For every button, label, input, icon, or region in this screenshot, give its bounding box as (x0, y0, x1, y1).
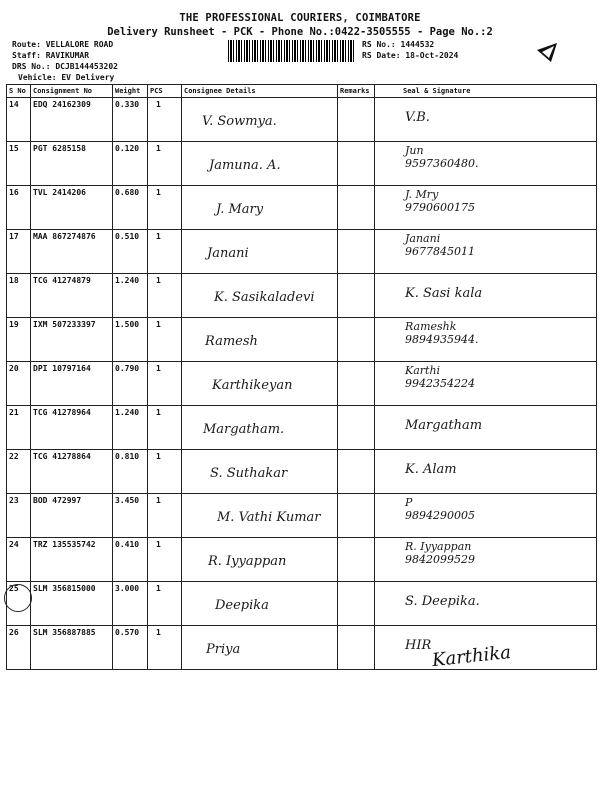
cell-consignment-no: TCG 41278864 (31, 450, 113, 494)
cell-pcs: 1 (148, 98, 182, 142)
consignee-handwriting: Janani (207, 246, 249, 261)
consignee-handwriting: V. Sowmya. (202, 114, 277, 129)
cell-consignee (182, 230, 338, 274)
cell-pcs: 1 (148, 626, 182, 670)
cell-weight: 0.510 (113, 230, 148, 274)
cell-consignment-no: SLM 356887885 (31, 626, 113, 670)
runsheet-subtitle: Delivery Runsheet - PCK - Phone No.:0422-3505555 - Page No.:2 (107, 26, 493, 38)
cell-pcs: 1 (148, 450, 182, 494)
cell-remarks (338, 142, 375, 186)
consignee-handwriting: Priya (206, 642, 241, 657)
cell-consignee (182, 582, 338, 626)
cell-consignee (182, 538, 338, 582)
cell-remarks (338, 582, 375, 626)
consignee-handwriting: Deepika (215, 598, 269, 613)
cell-consignee (182, 626, 338, 670)
cell-weight: 0.790 (113, 362, 148, 406)
cell-consignee (182, 142, 338, 186)
signature-handwriting: S. Deepika. (405, 594, 480, 609)
phone-handwriting: 9597360480. (405, 157, 479, 170)
table-row (7, 494, 597, 538)
signature-handwriting: Rameshk (405, 320, 457, 333)
col-header-sno: S No (7, 85, 31, 98)
cell-remarks (338, 538, 375, 582)
consignee-handwriting: Ramesh (205, 334, 258, 349)
cell-sno: 25 (7, 582, 31, 626)
phone-handwriting: 9790600175 (405, 201, 475, 214)
cell-seal-signature (375, 230, 597, 274)
cell-consignment-no: TCG 41274879 (31, 274, 113, 318)
vehicle-label: Vehicle: EV Delivery (18, 73, 115, 82)
cell-seal-signature (375, 274, 597, 318)
cell-remarks (338, 318, 375, 362)
phone-handwriting: 9894935944. (405, 333, 479, 346)
consignee-handwriting: S. Suthakar (210, 466, 288, 481)
table-row (7, 538, 597, 582)
cell-consignment-no: IXM 507233397 (31, 318, 113, 362)
signature-handwriting: V.B. (405, 110, 430, 125)
barcode-image (228, 40, 356, 62)
cell-remarks (338, 274, 375, 318)
cell-seal-signature (375, 142, 597, 186)
table-row (7, 406, 597, 450)
cell-weight: 0.330 (113, 98, 148, 142)
cell-pcs: 1 (148, 274, 182, 318)
signature-handwriting: Margatham (405, 418, 483, 433)
cell-sno: 22 (7, 450, 31, 494)
cell-pcs: 1 (148, 538, 182, 582)
cell-weight: 0.410 (113, 538, 148, 582)
cell-pcs: 1 (148, 494, 182, 538)
cell-pcs: 1 (148, 582, 182, 626)
cell-weight: 0.120 (113, 142, 148, 186)
cell-pcs: 1 (148, 362, 182, 406)
cell-pcs: 1 (148, 230, 182, 274)
cell-sno: 26 (7, 626, 31, 670)
cell-seal-signature (375, 98, 597, 142)
cell-consignment-no: TCG 41278964 (31, 406, 113, 450)
cell-weight: 1.500 (113, 318, 148, 362)
cell-pcs: 1 (148, 318, 182, 362)
cell-remarks (338, 98, 375, 142)
consignee-handwriting: K. Sasikaladevi (214, 290, 315, 305)
cell-remarks (338, 494, 375, 538)
cell-weight: 3.450 (113, 494, 148, 538)
phone-handwriting: 9942354224 (405, 377, 475, 390)
table-row (7, 582, 597, 626)
consignee-handwriting: R. Iyyappan (208, 554, 287, 569)
staff-label: Staff: RAVIKUMAR (12, 51, 90, 60)
cell-sno: 19 (7, 318, 31, 362)
signature-handwriting: Janani (405, 232, 441, 245)
col-header-weight: Weight (113, 85, 148, 98)
phone-handwriting: 9677845011 (405, 245, 475, 258)
runsheet-table (6, 84, 597, 670)
cell-seal-signature (375, 494, 597, 538)
table-row (7, 450, 597, 494)
cell-remarks (338, 626, 375, 670)
table-row (7, 318, 597, 362)
cell-sno: 17 (7, 230, 31, 274)
cell-weight: 3.000 (113, 582, 148, 626)
table-row (7, 274, 597, 318)
cell-remarks (338, 230, 375, 274)
cell-consignee (182, 186, 338, 230)
cell-consignee (182, 318, 338, 362)
cell-seal-signature (375, 406, 597, 450)
cell-sno: 14 (7, 98, 31, 142)
table-row (7, 142, 597, 186)
table-row (7, 230, 597, 274)
table-row (7, 186, 597, 230)
cell-consignment-no: MAA 867274876 (31, 230, 113, 274)
signature-handwriting: K. Alam (405, 462, 457, 477)
signature-handwriting: Karthi (405, 364, 441, 377)
cell-consignment-no: TRZ 135535742 (31, 538, 113, 582)
cell-seal-signature (375, 450, 597, 494)
cell-sno: 23 (7, 494, 31, 538)
cell-consignee (182, 450, 338, 494)
cell-sno: 16 (7, 186, 31, 230)
cell-pcs: 1 (148, 406, 182, 450)
cell-seal-signature (375, 186, 597, 230)
cell-consignee (182, 98, 338, 142)
consignee-handwriting: Karthikeyan (212, 378, 293, 393)
signature-handwriting: P (405, 496, 413, 509)
cell-consignment-no: TVL 2414206 (31, 186, 113, 230)
company-title: THE PROFESSIONAL COURIERS, COIMBATORE (179, 12, 421, 24)
final-signature: Karthika (431, 641, 512, 672)
col-header-consignment: Consignment No (31, 85, 113, 98)
cell-sno: 21 (7, 406, 31, 450)
cell-seal-signature (375, 318, 597, 362)
rs-number: RS No.: 1444532 (362, 40, 435, 49)
consignee-handwriting: Jamuna. A. (209, 158, 281, 173)
cell-sno: 24 (7, 538, 31, 582)
cell-remarks (338, 186, 375, 230)
table-header-row (7, 85, 597, 98)
cell-seal-signature (375, 582, 597, 626)
cell-weight: 0.680 (113, 186, 148, 230)
consignee-handwriting: J. Mary (216, 202, 264, 217)
col-header-remarks: Remarks (338, 85, 375, 98)
cell-consignee (182, 274, 338, 318)
courier-logo-icon (534, 40, 560, 66)
cell-consignee (182, 406, 338, 450)
cell-consignment-no: SLM 356815000 (31, 582, 113, 626)
cell-consignment-no: EDQ 24162309 (31, 98, 113, 142)
cell-weight: 1.240 (113, 406, 148, 450)
rs-date: RS Date: 18-Oct-2024 (362, 51, 459, 60)
consignee-handwriting: M. Vathi Kumar (217, 510, 321, 525)
cell-remarks (338, 362, 375, 406)
cell-remarks (338, 450, 375, 494)
cell-weight: 1.240 (113, 274, 148, 318)
signature-handwriting: HIR (405, 638, 432, 653)
cell-seal-signature (375, 362, 597, 406)
phone-handwriting: 9842099529 (405, 553, 475, 566)
phone-handwriting: 9894290005 (405, 509, 475, 522)
table-row (7, 98, 597, 142)
signature-handwriting: Jun (405, 144, 424, 157)
cell-consignee (182, 494, 338, 538)
cell-sno: 18 (7, 274, 31, 318)
cell-remarks (338, 406, 375, 450)
signature-handwriting: K. Sasi kala (405, 286, 483, 301)
col-header-consignee: Consignee Details (182, 85, 338, 98)
cell-pcs: 1 (148, 142, 182, 186)
consignee-handwriting: Margatham. (203, 422, 285, 437)
cell-pcs: 1 (148, 186, 182, 230)
col-header-pcs: PCS (148, 85, 182, 98)
signature-handwriting: J. Mry (405, 188, 439, 201)
row-26-circle-mark (4, 584, 32, 612)
cell-weight: 0.570 (113, 626, 148, 670)
cell-consignee (182, 362, 338, 406)
cell-weight: 0.810 (113, 450, 148, 494)
signature-handwriting: R. Iyyappan (405, 540, 472, 553)
drs-label: DRS No.: DCJB144453202 (12, 62, 118, 71)
cell-sno: 20 (7, 362, 31, 406)
cell-consignment-no: BOD 472997 (31, 494, 113, 538)
cell-consignment-no: PGT 6285158 (31, 142, 113, 186)
table-row (7, 362, 597, 406)
cell-consignment-no: DPI 10797164 (31, 362, 113, 406)
cell-sno: 15 (7, 142, 31, 186)
route-label: Route: VELLALORE ROAD (12, 40, 114, 49)
cell-seal-signature (375, 538, 597, 582)
col-header-signature: Seal & Signature (375, 85, 597, 98)
